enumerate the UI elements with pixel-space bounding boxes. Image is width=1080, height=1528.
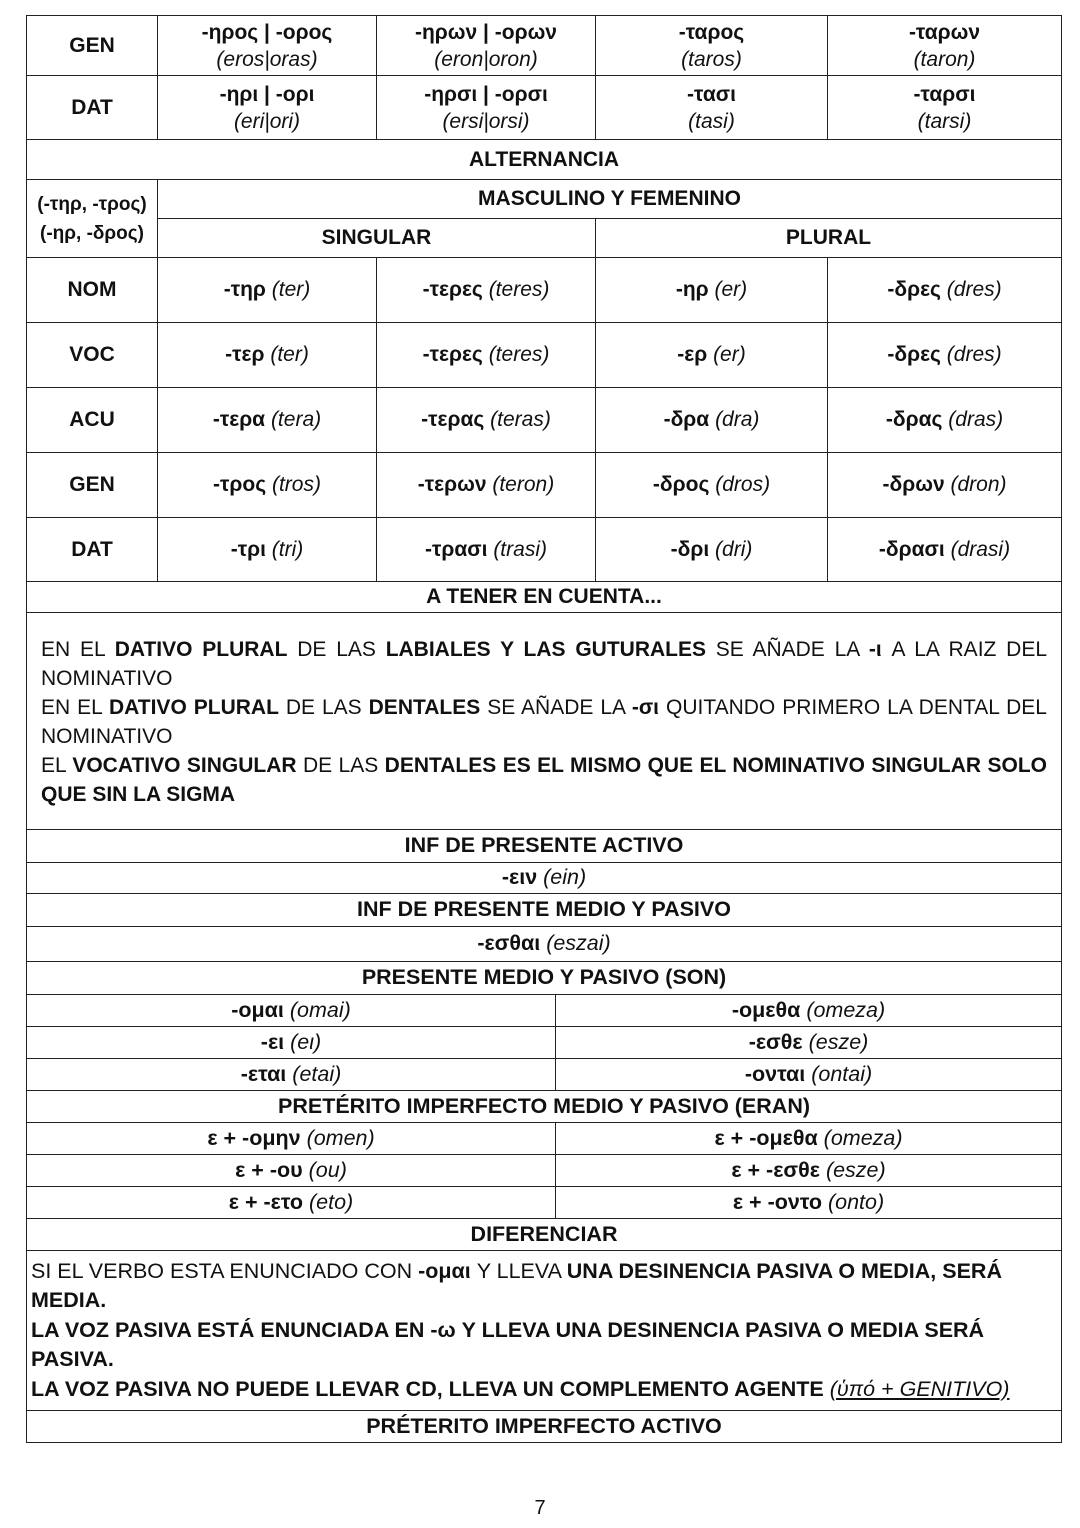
table-row	[27, 388, 1062, 453]
declension-table	[26, 15, 1062, 830]
diferenciar-box	[27, 1250, 1062, 1411]
ending-cell: -τερες (teres)	[377, 258, 596, 323]
case-label: DAT	[27, 76, 158, 140]
ending-cell: -εται (etai)	[27, 1058, 556, 1090]
ending-cell: -δρες (dres)	[828, 323, 1062, 388]
ending-cell: -ηρος | -ορος (eros|oras)	[158, 16, 377, 76]
table-row	[27, 323, 1062, 388]
table-row	[27, 180, 1062, 219]
case-label: ACU	[27, 388, 158, 453]
ending-cell: -τρι (tri)	[158, 518, 377, 582]
table-row	[27, 893, 1062, 926]
alternancia-heading: ALTERNANCIA	[27, 140, 1062, 180]
ending-cell: -τερα (tera)	[158, 388, 377, 453]
table-row	[27, 613, 1062, 830]
case-label: DAT	[27, 518, 158, 582]
ending-cell: -τερες (teres)	[377, 323, 596, 388]
ending-cell: -ηρι | -ορι (eri|ori)	[158, 76, 377, 140]
ending-cell: -ειν (ein)	[27, 862, 1062, 893]
plural-heading: PLURAL	[596, 219, 1062, 258]
ending-cell: -τρος (tros)	[158, 453, 377, 518]
ending-cell: -τερων (teron)	[377, 453, 596, 518]
note-line: SI EL VERBO ESTA ENUNCIADO CON -ομαι Y LLEVA UNA DESINENCIA PASIVA O MEDIA, SERÁ MEDIA.	[31, 1258, 1002, 1312]
case-label: GEN	[27, 16, 158, 76]
notes-box	[27, 613, 1062, 830]
ending-cell: ε + -ετο (eto)	[27, 1186, 556, 1218]
ending-cell: -ταρος (taros)	[596, 16, 828, 76]
ending-cell: ε + -ομην (omen)	[27, 1122, 556, 1154]
ending-cell: -ηρσι | -ορσι (ersi|orsi)	[377, 76, 596, 140]
table-row	[27, 1026, 1062, 1058]
ending-cell: -τρασι (trasi)	[377, 518, 596, 582]
note-line: EN EL DATIVO PLURAL DE LAS LABIALES Y LAS GUTURALES SE AÑADE LA -ι A LA RAIZ DEL NOMINATIVO	[41, 638, 1047, 690]
note-line: EL VOCATIVO SINGULAR DE LAS DENTALES ES EL MISMO QUE EL NOMINATIVO SINGULAR SOLO QUE SIN LA SIGMA	[41, 754, 1047, 806]
ending-cell: -ηρων | -ορων (eron|oron)	[377, 16, 596, 76]
gender-heading: MASCULINO Y FEMENINO	[158, 180, 1062, 219]
table-row	[27, 258, 1062, 323]
table-row	[27, 862, 1062, 893]
note-line: LA VOZ PASIVA NO PUEDE LLEVAR CD, LLEVA UN COMPLEMENTO AGENTE (ὑπό + GENITIVO)	[31, 1376, 1010, 1401]
table-row	[27, 994, 1062, 1026]
page-number: 7	[534, 1497, 546, 1519]
ending-cell: -ταρων (taron)	[828, 16, 1062, 76]
table-row	[27, 961, 1062, 994]
table-row	[27, 140, 1062, 180]
table-row	[27, 1154, 1062, 1186]
ending-cell: -τερας (teras)	[377, 388, 596, 453]
table-row	[27, 1218, 1062, 1250]
table-row	[27, 926, 1062, 961]
ending-cell: ε + -εσθε (esze)	[556, 1154, 1062, 1186]
table-row	[27, 518, 1062, 582]
group-label: (-τηρ, -τρος) (-ηρ, -δρος)	[27, 180, 158, 258]
table-row	[27, 1090, 1062, 1122]
ending-cell: -τερ (ter)	[158, 323, 377, 388]
ending-cell: ε + -ου (ou)	[27, 1154, 556, 1186]
table-row	[27, 453, 1062, 518]
table-row	[27, 1058, 1062, 1090]
case-label: GEN	[27, 453, 158, 518]
ending-cell: -δρασι (drasi)	[828, 518, 1062, 582]
ending-cell: -εσθαι (eszai)	[27, 926, 1062, 961]
table-row	[27, 1411, 1062, 1443]
ending-cell: -δρες (dres)	[828, 258, 1062, 323]
ending-cell: -ταρσι (tarsi)	[828, 76, 1062, 140]
ending-cell: -δρι (dri)	[596, 518, 828, 582]
ending-cell: -τηρ (ter)	[158, 258, 377, 323]
ending-cell: -ερ (er)	[596, 323, 828, 388]
ending-cell: -ηρ (er)	[596, 258, 828, 323]
diferenciar-heading: DIFERENCIAR	[27, 1218, 1062, 1250]
ending-cell: -ομαι (omai)	[27, 994, 556, 1026]
case-label: NOM	[27, 258, 158, 323]
ending-cell: -δρος (dros)	[596, 453, 828, 518]
verb-endings-table	[26, 829, 1062, 1444]
table-row	[27, 829, 1062, 862]
case-label: VOC	[27, 323, 158, 388]
ending-cell: -δρας (dras)	[828, 388, 1062, 453]
table-row	[27, 76, 1062, 140]
table-row	[27, 582, 1062, 613]
table-row	[27, 16, 1062, 76]
ending-cell: -εσθε (esze)	[556, 1026, 1062, 1058]
imperfecto-medio-heading: PRETÉRITO IMPERFECTO MEDIO Y PASIVO (ERAN)	[27, 1090, 1062, 1122]
table-row	[27, 219, 1062, 258]
inf-presente-medio-heading: INF DE PRESENTE MEDIO Y PASIVO	[27, 893, 1062, 926]
note-line: LA VOZ PASIVA ESTÁ ENUNCIADA EN -ω Y LLEVA UNA DESINENCIA PASIVA O MEDIA SERÁ PASIVA.	[31, 1317, 985, 1371]
singular-heading: SINGULAR	[158, 219, 596, 258]
ending-cell: ε + -ομεθα (omeza)	[556, 1122, 1062, 1154]
ending-cell: -ονται (ontai)	[556, 1058, 1062, 1090]
table-row	[27, 1186, 1062, 1218]
table-row	[27, 1250, 1062, 1411]
ending-cell: -ει (eι)	[27, 1026, 556, 1058]
table-row	[27, 1122, 1062, 1154]
inf-presente-activo-heading: INF DE PRESENTE ACTIVO	[27, 829, 1062, 862]
ending-cell: -τασι (tasi)	[596, 76, 828, 140]
note-line: EN EL DATIVO PLURAL DE LAS DENTALES SE AÑADE LA -σι QUITANDO PRIMERO LA DENTAL DEL NOMINATIVO	[41, 696, 1047, 748]
ending-cell: -δρα (dra)	[596, 388, 828, 453]
imperfecto-activo-heading: PRÉTERITO IMPERFECTO ACTIVO	[27, 1411, 1062, 1443]
tener-heading: A TENER EN CUENTA...	[27, 582, 1062, 613]
ending-cell: -δρων (dron)	[828, 453, 1062, 518]
presente-medio-heading: PRESENTE MEDIO Y PASIVO (SON)	[27, 961, 1062, 994]
ending-cell: -ομεθα (omeza)	[556, 994, 1062, 1026]
ending-cell: ε + -οντο (onto)	[556, 1186, 1062, 1218]
